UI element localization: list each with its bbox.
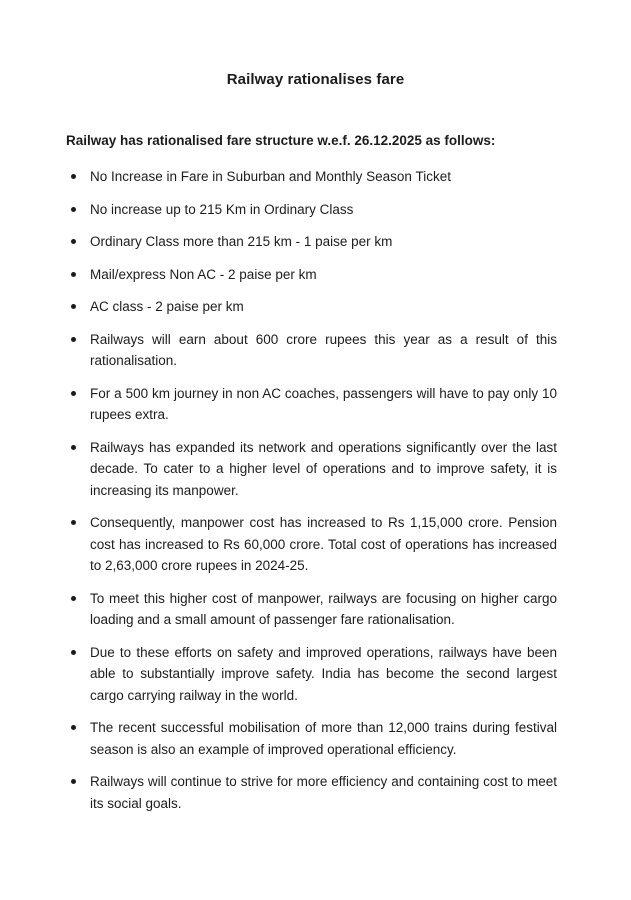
bullet-icon bbox=[71, 391, 76, 396]
list-item bbox=[66, 588, 557, 631]
bullet-icon bbox=[71, 725, 76, 730]
list-item bbox=[66, 199, 557, 221]
list-item bbox=[66, 166, 557, 188]
bullet-text: Mail/express Non AC - 2 paise per km bbox=[90, 266, 317, 282]
bullet-icon bbox=[71, 304, 76, 309]
bullet-icon bbox=[71, 239, 76, 244]
bullet-text: No Increase in Fare in Suburban and Monthly Season Ticket bbox=[90, 169, 451, 184]
bullet-text: AC class - 2 paise per km bbox=[90, 299, 244, 314]
list-item bbox=[66, 437, 557, 502]
list-item bbox=[66, 771, 557, 814]
list-item bbox=[66, 512, 557, 577]
list-item bbox=[66, 264, 557, 286]
list-item bbox=[66, 642, 557, 707]
bullet-text: Due to these efforts on safety and improved operations, railways have been able to substantially improve safety. India has become the second largest cargo carrying railway in the world. bbox=[90, 644, 557, 703]
bullet-icon bbox=[71, 174, 76, 179]
bullet-list bbox=[66, 166, 557, 814]
bullet-icon bbox=[71, 337, 76, 342]
bullet-icon bbox=[71, 207, 76, 212]
bullet-text: No increase up to 215 Km in Ordinary Class bbox=[90, 201, 354, 217]
list-item bbox=[66, 231, 557, 253]
bullet-icon bbox=[71, 445, 76, 450]
bullet-text: Railways will earn about 600 crore rupees this year as a result of this rationalisation. bbox=[90, 331, 557, 368]
bullet-icon bbox=[71, 272, 76, 277]
list-item bbox=[66, 383, 557, 426]
bullet-icon bbox=[71, 596, 76, 601]
list-item bbox=[66, 296, 557, 318]
bullet-icon bbox=[71, 650, 76, 655]
bullet-icon bbox=[71, 520, 76, 525]
bullet-text: The recent successful mobilisation of more than 12,000 trains during festival season is also an example of improved operational efficiency. bbox=[90, 720, 557, 757]
bullet-text: For a 500 km journey in non AC coaches, passengers will have to pay only 10 rupees extra. bbox=[90, 385, 557, 422]
bullet-icon bbox=[71, 779, 76, 784]
list-item bbox=[66, 329, 557, 372]
page-title: Railway rationalises fare bbox=[226, 71, 405, 88]
bullet-text: Railways will continue to strive for more efficiency and containing cost to meet its social goals. bbox=[90, 774, 557, 811]
bullet-text: To meet this higher cost of manpower, railways are focusing on higher cargo loading and a small amount of passenger fare rationalisation. bbox=[90, 590, 557, 627]
bullet-text: Ordinary Class more than 215 km - 1 paise per km bbox=[90, 234, 393, 249]
list-item bbox=[66, 717, 557, 760]
bullet-text: Railways has expanded its network and operations significantly over the last decade. To cater to a higher level of operations and to improve safety, it is increasing its manpower. bbox=[90, 439, 557, 498]
bullet-text: Consequently, manpower cost has increased to Rs 1,15,000 crore. Pension cost has increased to Rs 60,000 crore. Total cost of operations has increased to 2,63,000 crore rupees in 2024-25. bbox=[90, 515, 557, 573]
intro-heading: Railway has rationalised fare structure w.e.f. 26.12.2025 as follows: bbox=[66, 133, 496, 148]
